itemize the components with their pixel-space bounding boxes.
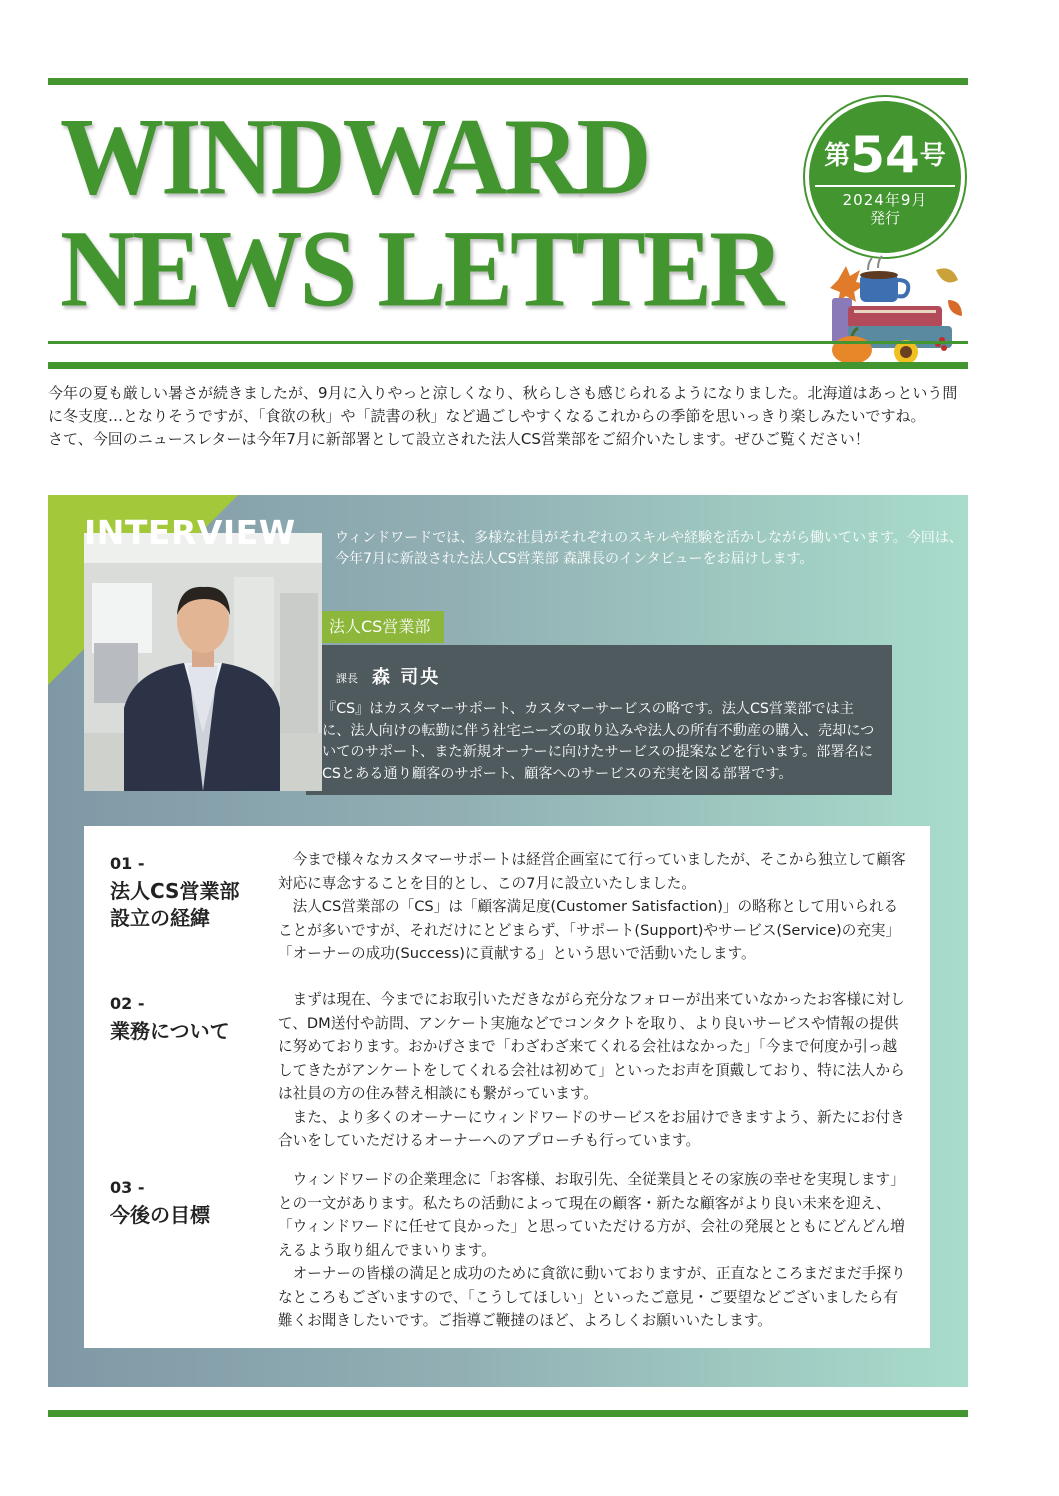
intro-paragraph: さて、今回のニュースレターは今年7月に新部署として設立された法人CS営業部をご紹介いたします。ぜひご覧ください！ bbox=[48, 430, 870, 448]
issue-number: 54 bbox=[850, 126, 920, 184]
profile-description: 『CS』はカスタマーサポート、カスタマーサービスの略です。法人CS営業部では主に、法人向けの転勤に伴う社宅ニーズの取り込みや法人の所有不動産の購入、売却についてのサポート、また新規オーナーに向けたサービスの提案などを行います。部署名にCSとある通り顧客のサポート、顧客へのサービスの充実を図る部署です。 bbox=[322, 701, 875, 782]
issue-prefix: 第 bbox=[824, 141, 851, 171]
top-rule bbox=[48, 78, 968, 85]
issue-published: 発行 bbox=[869, 209, 900, 227]
issue-badge bbox=[805, 97, 965, 257]
qa-number: 02 - bbox=[110, 994, 145, 1013]
coffee-cup-icon bbox=[860, 256, 908, 302]
qa-paragraph: 法人CS営業部の「CS」は「顧客満足度(Customer Satisfaction)」の略称として用いられることが多いですが、それだけにとどまらず、「サポート(Support)やサービス(Service)の充実」「オーナーの成功(Success)に貢献する」という思いで活動いたします。 bbox=[278, 898, 901, 962]
masthead-line-2: NEWS LETTER bbox=[60, 207, 782, 330]
qa-heading: 業務について bbox=[110, 1019, 230, 1043]
masthead bbox=[60, 95, 820, 330]
issue-suffix: 号 bbox=[919, 141, 946, 171]
qa-heading: 今後の目標 bbox=[110, 1203, 210, 1227]
issue-date: 2024年9月 bbox=[842, 191, 928, 209]
interview-panel bbox=[48, 495, 968, 1387]
qa-number: 03 - bbox=[110, 1178, 145, 1197]
masthead-rule-thick bbox=[48, 362, 968, 369]
manager-portrait-photo bbox=[84, 533, 322, 791]
qa-card bbox=[84, 826, 930, 1348]
qa-paragraph: 今まで様々なカスタマーサポートは経営企画室にて行っていましたが、そこから独立して顧客対応に専念することを目的とし、この7月に設立いたしました。 bbox=[278, 851, 906, 892]
qa-paragraph: オーナーの皆様の満足と成功のために貪欲に動いておりますが、正直なところまだまだ手探りなところもございますので、「こうしてほしい」といったご意見・ご要望などございましたら有難くお聞きしたいです。ご指導ご鞭撻のほど、よろしくお願いいたします。 bbox=[278, 1265, 906, 1329]
autumn-books-coffee-illustration bbox=[818, 240, 968, 365]
intro-paragraph: 今年の夏も厳しい暑さが続きましたが、9月に入りやっと涼しくなり、秋らしさも感じられるようになりました。北海道はあっという間に冬支度…となりそうですが、「食欲の秋」や「読書の秋」など過ごしやすくなるこれからの季節を思いっきり楽しみたいですね。 bbox=[48, 384, 958, 425]
department-tag: 法人CS営業部 bbox=[315, 611, 444, 643]
qa-number: 01 - bbox=[110, 854, 145, 873]
badge-divider bbox=[815, 185, 955, 187]
profile-name: 森 司央 bbox=[372, 667, 441, 688]
masthead-line-1: WINDWARD bbox=[60, 95, 649, 218]
qa-paragraph: ウィンドワードの企業理念に「お客様、お取引先、全従業員とその家族の幸せを実現します」との一文があります。私たちの活動によって現在の顧客・新たな顧客がより良い未来を迎え、「ウィンドワードに任せて良かった」と思っていただける方が、会社の発展とともにどんどん増えるよう取り組んでまいります。 bbox=[278, 1171, 905, 1259]
qa-body bbox=[278, 1168, 910, 1333]
intro-text bbox=[48, 382, 968, 451]
qa-paragraph: まずは現在、今までにお取引いただきながら充分なフォローが出来ていなかったお客様に対して、DM送付や訪問、アンケート実施などでコンタクトを取り、より良いサービスや情報の提供に努めております。おかげさまで「わざわざ来てくれる会社はなかった」「今まで何度か引っ越してきたがアンケートをしてくれる会社は初めて」といったお声を頂戴しており、特に法人からは社員の方の住み替え相談にも繋がっています。 bbox=[278, 991, 905, 1102]
qa-paragraph: また、より多くのオーナーにウィンドワードのサービスをお届けできますよう、新たにお付き合いをしていただけるオーナーへのアプローチも行っています。 bbox=[278, 1108, 905, 1149]
masthead-rule-thin bbox=[48, 341, 968, 344]
profile-box bbox=[306, 645, 892, 795]
qa-body bbox=[278, 848, 910, 966]
interview-title: INTERVIEW bbox=[84, 513, 296, 552]
profile-role: 課長 bbox=[336, 672, 358, 685]
qa-body bbox=[278, 988, 910, 1153]
interview-lead: ウィンドワードでは、多様な社員がそれぞれのスキルや経験を活かしながら働いています。今回は、今年7月に新設された法人CS営業部 森課長のインタビューをお届けします。 bbox=[335, 530, 963, 567]
bottom-rule bbox=[48, 1410, 968, 1417]
qa-heading: 法人CS営業部設立の経緯 bbox=[110, 879, 240, 930]
